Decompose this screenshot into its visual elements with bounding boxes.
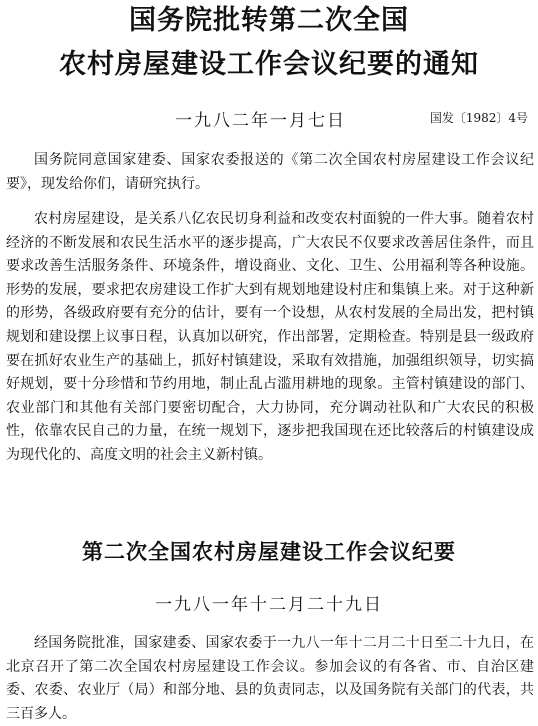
notice-paragraph-1: 国务院同意国家建委、国家农委报送的《第二次全国农村房屋建设工作会议纪要》，现发给你们，请研究执行。: [6, 152, 534, 192]
notice-title-line-1: 国务院批转第二次全国: [129, 5, 409, 36]
minutes-paragraph-1: 经国务院批准，国家建委、国家农委于一九八一年十二月二十日至二十九日，在北京召开了第二次全国农村房屋建设工作会议。参加会议的有各省、市、自治区建委、农委、农业厅（局）和部分地、县的负责同志，以及国务院有关部门的代表，共三百多人。: [6, 635, 534, 722]
minutes-title: 第二次全国农村房屋建设工作会议纪要: [82, 540, 456, 564]
notice-title-line-2: 农村房屋建设工作会议纪要的通知: [59, 49, 479, 80]
notice-date: 一九八二年一月七日: [175, 111, 346, 131]
minutes-date: 一九八一年十二月二十九日: [155, 595, 383, 615]
notice-paragraph-2: 农村房屋建设，是关系八亿农民切身利益和改变农村面貌的一件大事。随着农村经济的不断发展和农民生活水平的逐步提高，广大农民不仅要求改善居住条件，而且要求改善生活服务条件、环境条件，增设商业、文化、卫生、公用福利等各种设施。形势的发展，要求把农房建设工作扩大到有规划地建设村庄和集镇上来。对于这种新的形势，各级政府要有充分的估计，要有一个设想，从农村发展的全局出发，把村镇规划和建设摆上议事日程，认真加以研究，作出部署，定期检查。特别是县一级政府要在抓好农业生产的基础上，抓好村镇建设，采取有效措施，加强组织领导，切实搞好规划，要十分珍惜和节约用地，制止乱占滥用耕地的现象。主管村镇建设的部门、农业部门和其他有关部门要密切配合，大力协同，充分调动社队和广大农民的积极性，依靠农民自己的力量，在统一规划下，逐步把我国现在还比较落后的村镇建设成为现代化的、高度文明的社会主义新村镇。: [6, 211, 534, 463]
document-number: 国发〔1982〕4号: [429, 111, 528, 125]
